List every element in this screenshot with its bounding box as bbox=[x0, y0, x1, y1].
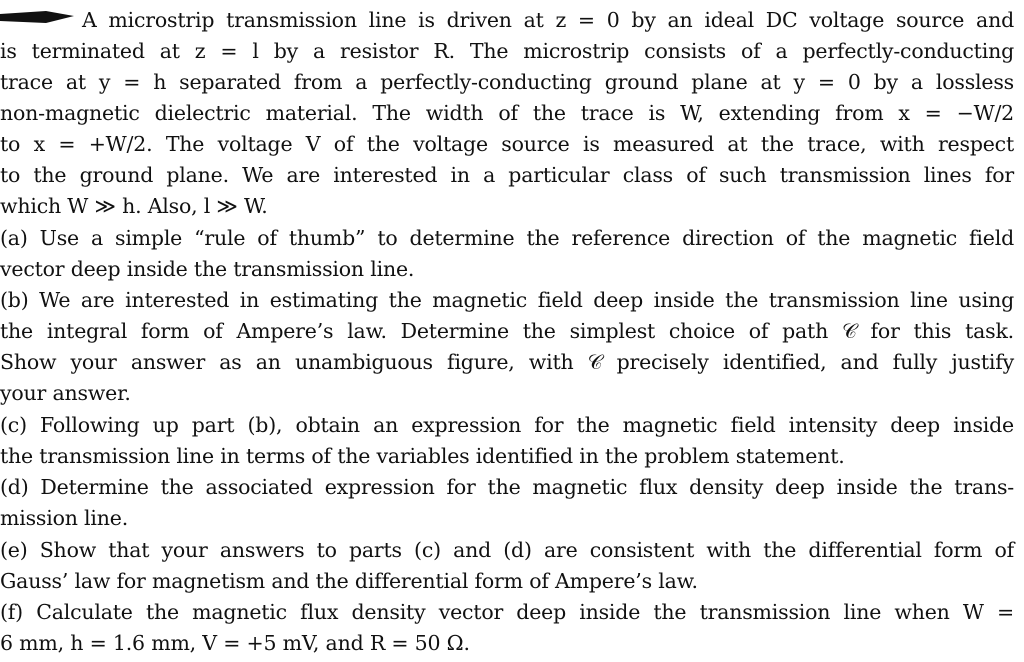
part-f-line: 6 mm, h = 1.6 mm, V = +5 mV, and R = 50 Ω. bbox=[0, 631, 470, 655]
part-b-line: (b) We are interested in estimating the magnetic field deep inside the transmission line using bbox=[0, 288, 1014, 312]
problem-line: trace at y = h separated from a perfectly-conducting ground plane at y = 0 by a lossless bbox=[0, 70, 1014, 94]
part-b-line: Show your answer as an unambiguous figure, with 𝒞 precisely identified, and fully justify bbox=[0, 350, 1014, 374]
part-f-line: (f) Calculate the magnetic flux density vector deep inside the transmission line when W = bbox=[0, 600, 1014, 624]
problem-line: A microstrip transmission line is driven at z = 0 by an ideal DC voltage source and bbox=[82, 8, 1014, 32]
part-b-line: the integral form of Ampere’s law. Determine the simplest choice of path 𝒞 for this task. bbox=[0, 319, 1014, 343]
part-b-line: your answer. bbox=[0, 381, 131, 405]
part-e-line: (e) Show that your answers to parts (c) and (d) are consistent with the differential form of bbox=[0, 538, 1014, 562]
part-a-line: vector deep inside the transmission line. bbox=[0, 257, 415, 281]
part-d-line: mission line. bbox=[0, 506, 129, 530]
part-e-line: Gauss’ law for magnetism and the differential form of Ampere’s law. bbox=[0, 569, 698, 593]
part-d-line: (d) Determine the associated expression for the magnetic flux density deep inside the trans- bbox=[0, 475, 1014, 499]
problem-line: non-magnetic dielectric material. The width of the trace is W, extending from x = −W/2 bbox=[0, 101, 1014, 125]
part-c-line: the transmission line in terms of the variables identified in the problem statement. bbox=[0, 444, 845, 468]
problem-line: to x = +W/2. The voltage V of the voltage source is measured at the trace, with respect bbox=[0, 132, 1014, 156]
problem-line: which W ≫ h. Also, l ≫ W. bbox=[0, 194, 268, 218]
problem-line: is terminated at z = l by a resistor R. The microstrip consists of a perfectly-conducting bbox=[0, 39, 1014, 63]
part-c-line: (c) Following up part (b), obtain an expression for the magnetic field intensity deep inside bbox=[0, 413, 1014, 437]
part-a-line: (a) Use a simple “rule of thumb” to determine the reference direction of the magnetic field bbox=[0, 226, 1014, 250]
problem-line: to the ground plane. We are interested in a particular class of such transmission lines for bbox=[0, 163, 1014, 187]
redaction-mark bbox=[0, 8, 74, 26]
